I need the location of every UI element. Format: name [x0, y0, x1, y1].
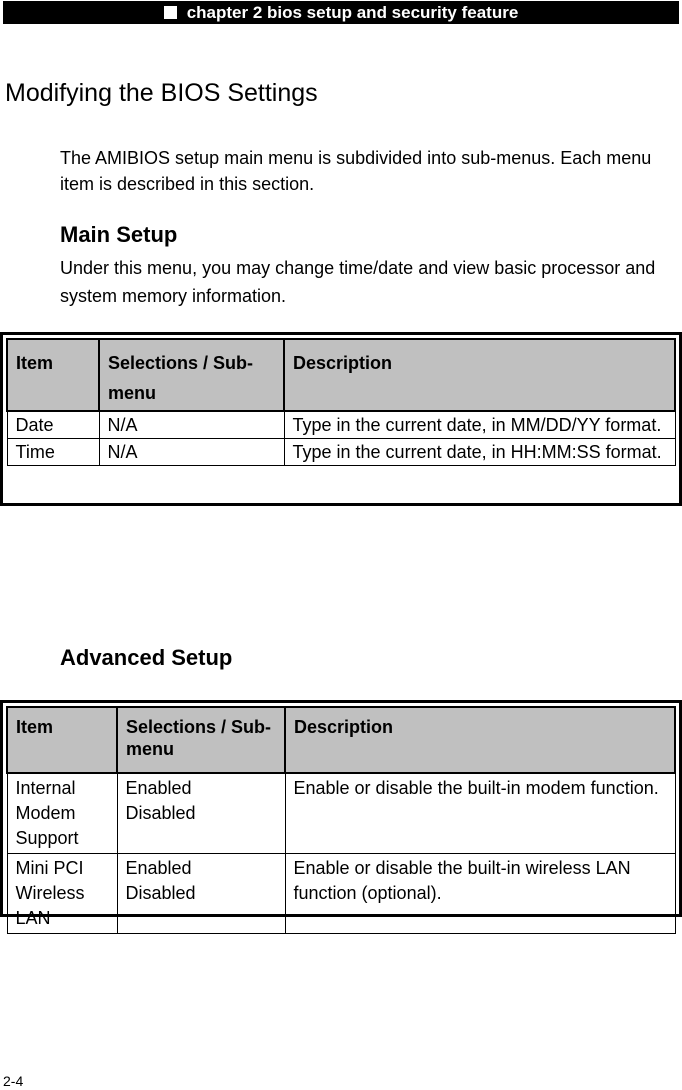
column-header-description: Description — [285, 707, 675, 773]
cell-item: Date — [7, 411, 99, 439]
cell-description: Enable or disable the built-in modem function. — [285, 773, 675, 854]
advanced-setup-heading: Advanced Setup — [60, 645, 233, 670]
page-number: 2-4 — [3, 1073, 24, 1089]
table-row — [7, 773, 675, 854]
cell-selections: N/A — [99, 411, 284, 439]
main-setup-description: Under this menu, you may change time/date and view basic processor and system memory information. — [60, 258, 656, 306]
table-row — [7, 854, 675, 934]
cell-item: Time — [7, 439, 99, 466]
cell-description: Enable or disable the built-in wireless LAN function (optional). — [285, 854, 675, 934]
cell-description: Type in the current date, in MM/DD/YY format. — [284, 411, 675, 439]
column-header-description: Description — [284, 339, 675, 411]
chapter-header-text: chapter 2 bios setup and security feature — [186, 2, 519, 22]
main-setup-table — [0, 332, 682, 506]
advanced-setup-table — [0, 700, 682, 928]
cell-selections: Enabled Disabled — [117, 854, 285, 934]
column-header-item: Item — [7, 339, 99, 411]
column-header-selections: Selections / Sub-menu — [99, 339, 284, 411]
column-header-selections: Selections / Sub-menu — [117, 707, 285, 773]
cell-selections: Enabled Disabled — [117, 773, 285, 854]
column-header-item: Item — [7, 707, 117, 773]
table-header-row — [7, 707, 675, 773]
cell-description: Type in the current date, in HH:MM:SS format. — [284, 439, 675, 466]
page-title: Modifying the BIOS Settings — [5, 79, 318, 107]
intro-paragraph: The AMIBIOS setup main menu is subdivided into sub-menus. Each menu item is described in this section. — [60, 148, 652, 194]
table-row — [7, 439, 675, 466]
main-setup-heading: Main Setup — [60, 222, 178, 247]
table-row — [7, 411, 675, 439]
cell-item: Mini PCI Wireless LAN — [7, 854, 117, 934]
cell-selections: N/A — [99, 439, 284, 466]
cell-item: Internal Modem Support — [7, 773, 117, 854]
chapter-header — [3, 1, 679, 24]
square-bullet-icon — [164, 6, 177, 19]
table-header-row — [7, 339, 675, 411]
